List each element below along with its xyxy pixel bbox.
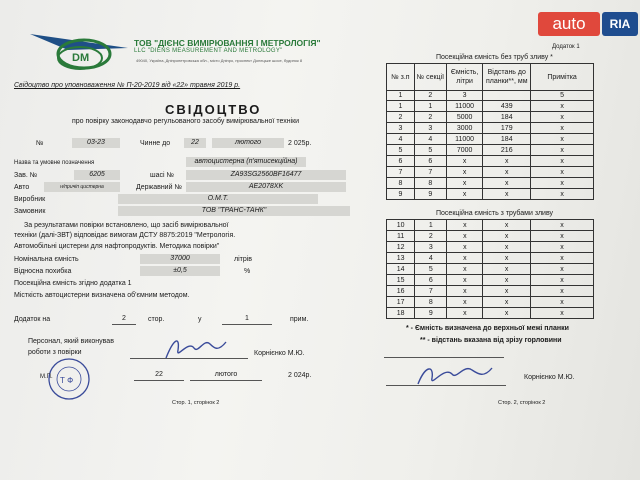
factory-number: 6205 [74, 170, 120, 180]
signature [160, 330, 230, 366]
company-name: ТОВ "ДІЄНС ВИМІРЮВАННЯ І МЕТРОЛОГІЯ" [134, 38, 321, 48]
performer-label-1: Персонал, який виконував [28, 338, 114, 345]
table-cell: 10 [387, 220, 415, 231]
table-cell: x [446, 189, 482, 200]
table2-title: Посекційна ємність з трубами зливу [436, 210, 554, 217]
results-line-3: Автомобільні цистерни для нафтопродуктів. Методика повірки" [14, 243, 220, 250]
table-cell: 17 [387, 297, 415, 308]
device-name: автоцистерна (п'ятисекційна) [186, 157, 306, 167]
footnote-1: * - Ємність визначена до верхньої межі планки [406, 325, 569, 332]
table-row [387, 178, 594, 189]
table-cell: 3 [387, 123, 415, 134]
manufacturer-label: Виробник [14, 196, 46, 203]
table-cell: x [531, 134, 594, 145]
table-row [387, 134, 594, 145]
addenda-pages-word: стор. [148, 316, 165, 323]
table-cell: 13 [387, 253, 415, 264]
header-section: № секції [414, 64, 446, 91]
header-distance: Відстань до планки**, мм [483, 64, 531, 91]
header-no: № з.п [387, 64, 415, 91]
table-cell: x [531, 123, 594, 134]
table-cell: x [530, 297, 593, 308]
addenda-copies: 1 [222, 314, 272, 325]
logo-lettering: DM [72, 52, 90, 64]
right-signer: Корнієнко М.Ю. [524, 374, 575, 381]
table-cell: x [483, 297, 531, 308]
table-row [387, 189, 594, 200]
table-row [387, 156, 594, 167]
table-cell: x [531, 145, 594, 156]
header-capacity: Ємність, літри [446, 64, 482, 91]
table-cell: 7 [414, 167, 446, 178]
table-cell: x [483, 242, 531, 253]
table-cell: 8 [387, 178, 415, 189]
table-row [387, 145, 594, 156]
nominal-label: Номінальна ємність [14, 256, 79, 263]
header-index-5: 5 [531, 91, 594, 101]
state-number-label: Державний № [136, 184, 182, 191]
table-row [387, 167, 594, 178]
addenda-copies-word: прим. [290, 316, 309, 323]
chassis-label: шасі № [150, 172, 175, 179]
table-row [387, 253, 594, 264]
error-value: ±0,5 [140, 266, 220, 276]
customer-label: Замовник [14, 208, 46, 215]
table-cell: 439 [483, 101, 531, 112]
table-cell: x [447, 286, 483, 297]
table-cell: 2 [414, 112, 446, 123]
table-cell: 12 [387, 242, 415, 253]
table-cell: 216 [483, 145, 531, 156]
capacity-table-2 [386, 219, 594, 319]
company-logo [28, 28, 132, 76]
table1-title: Посекційна ємність без труб зливу * [436, 54, 553, 61]
table-cell: x [531, 101, 594, 112]
watermark-brand: auto [538, 12, 600, 36]
table-row [387, 231, 594, 242]
results-line-2: техніки (далі-ЗВТ) відповідає вимогам ДСТУ 8875:2019 "Метрологія. [14, 232, 236, 239]
table-cell: 184 [483, 112, 531, 123]
table-cell: x [483, 178, 531, 189]
table-cell: x [483, 286, 531, 297]
number-label: № [36, 140, 44, 147]
page-left: Стор. 1, сторінок 2 [172, 400, 220, 406]
table-cell: x [447, 242, 483, 253]
table-cell: x [530, 231, 593, 242]
table-cell: x [447, 297, 483, 308]
table-row [387, 308, 594, 319]
table-cell: 179 [483, 123, 531, 134]
header-index-4 [483, 91, 531, 101]
stamp-label: М.П. [40, 374, 53, 380]
error-label: Відносна похибка [14, 268, 72, 275]
table-cell: 7000 [446, 145, 482, 156]
table-cell: 9 [415, 308, 447, 319]
table-cell: 3000 [446, 123, 482, 134]
authorization-ref: Свідоцтво про уповноваження № П-20-2019 від «22» травня 2019 р. [14, 82, 241, 89]
signature-right [414, 358, 494, 392]
table-row [387, 123, 594, 134]
issued-year: 2 024р. [288, 372, 312, 379]
certificate-number: 03-23 [72, 138, 120, 148]
table-cell: x [530, 253, 593, 264]
table-cell: x [530, 286, 593, 297]
table-cell: x [531, 167, 594, 178]
table-cell: x [483, 189, 531, 200]
table-cell: x [530, 308, 593, 319]
sections-note: Посекційна ємність згідно додатка 1 [14, 280, 132, 287]
table-cell: 4 [387, 134, 415, 145]
table-cell: 14 [387, 264, 415, 275]
issued-month: лютого [190, 370, 262, 381]
table-cell: x [530, 242, 593, 253]
table-cell: x [530, 220, 593, 231]
certificate-title: СВІДОЦТВО [165, 102, 262, 117]
table-cell: x [483, 264, 531, 275]
table-cell: 6 [387, 156, 415, 167]
table-cell: 184 [483, 134, 531, 145]
nominal-unit: літрів [234, 256, 253, 263]
table-cell: 6 [414, 156, 446, 167]
auto-type: н/причіп цистерна [44, 182, 120, 192]
table-cell: 11 [387, 231, 415, 242]
page-right: Стор. 2, сторінок 2 [498, 400, 546, 406]
state-number: AE2078XK [186, 182, 346, 192]
table-cell: 1 [387, 101, 415, 112]
table-cell: 4 [414, 134, 446, 145]
table-cell: x [483, 308, 531, 319]
table-cell: 15 [387, 275, 415, 286]
table-cell: 8 [414, 178, 446, 189]
table-cell: 5000 [446, 112, 482, 123]
valid-until-label: Чинне до [140, 140, 171, 147]
table-cell: x [530, 264, 593, 275]
footnote-2: ** - відстань вказана від зрізу горловини [420, 337, 562, 344]
addenda-copies-label: у [198, 316, 202, 323]
header-note: Примітка [531, 64, 594, 91]
table-row [387, 264, 594, 275]
table-cell: x [447, 253, 483, 264]
autoria-watermark [536, 10, 640, 40]
table-cell: 1 [414, 101, 446, 112]
table-cell: x [531, 156, 594, 167]
table-cell: 3 [414, 123, 446, 134]
performer-label-2: роботи з повірки [28, 349, 82, 356]
table-cell: x [483, 156, 531, 167]
name-label: Назва та умовне позначення [14, 160, 95, 166]
header-index-1: 1 [387, 91, 415, 101]
table-cell: 2 [387, 112, 415, 123]
company-address: 49040, Україна, Дніпропетровська обл., місто Дніпро, проспект Донецьке шосе, будинок 8 [136, 58, 303, 63]
certificate-subtitle: про повірку законодавчо регульованого засобу вимірювальної техніки [72, 118, 300, 125]
table-cell: 11000 [446, 101, 482, 112]
chassis-number: ZA93SG2560BF16477 [186, 170, 346, 180]
watermark-brand-2: RIA [602, 12, 638, 36]
table-cell: 5 [414, 145, 446, 156]
customer-value: ТОВ "ТРАНС-ТАНК" [118, 206, 350, 216]
nominal-value: 37000 [140, 254, 220, 264]
table-cell: 7 [415, 286, 447, 297]
table-cell: x [483, 220, 531, 231]
table-cell: x [483, 275, 531, 286]
table-cell: x [447, 308, 483, 319]
table-row [387, 275, 594, 286]
factory-label: Зав. № [14, 172, 38, 179]
table-row [387, 220, 594, 231]
header-index-2: 2 [414, 91, 446, 101]
table-cell: 8 [415, 297, 447, 308]
table-cell: x [447, 231, 483, 242]
table-cell: 1 [415, 220, 447, 231]
table-cell: 18 [387, 308, 415, 319]
table-row [387, 286, 594, 297]
table-row [387, 101, 594, 112]
table-cell: 3 [415, 242, 447, 253]
results-line-1: За результатами повірки встановлено, що засіб вимірювальної [24, 222, 229, 229]
table-cell: 9 [414, 189, 446, 200]
valid-day: 22 [184, 138, 206, 148]
table-cell: 7 [387, 167, 415, 178]
table-row [387, 112, 594, 123]
table-cell: 16 [387, 286, 415, 297]
addenda-label: Додаток на [14, 316, 51, 323]
table-cell: x [446, 167, 482, 178]
table-cell: 9 [387, 189, 415, 200]
valid-month: лютого [212, 138, 284, 148]
method-note: Місткість автоцистерни визначена об'ємним методом. [14, 292, 190, 299]
table-cell: x [531, 112, 594, 123]
table-cell: x [446, 156, 482, 167]
table-cell: 5 [415, 264, 447, 275]
table-cell: x [447, 275, 483, 286]
manufacturer-value: О.М.Т. [118, 194, 318, 204]
table-cell: 6 [415, 275, 447, 286]
table-row [387, 242, 594, 253]
table-row [387, 297, 594, 308]
capacity-table-1 [386, 63, 594, 200]
appendix-title: Додаток 1 [552, 44, 580, 50]
table-cell: x [531, 189, 594, 200]
table-cell: 4 [415, 253, 447, 264]
auto-label: Авто [14, 184, 30, 191]
issued-day: 22 [134, 370, 184, 381]
table-cell: x [483, 253, 531, 264]
table-cell: 11000 [446, 134, 482, 145]
table-cell: x [483, 231, 531, 242]
table-cell: x [446, 178, 482, 189]
table-cell: x [531, 178, 594, 189]
performer-name: Корнієнко М.Ю. [254, 350, 305, 357]
table-cell: x [530, 275, 593, 286]
svg-text:Т Ф: Т Ф [60, 376, 74, 385]
table-cell: 5 [387, 145, 415, 156]
addenda-pages: 2 [112, 314, 136, 325]
company-name-en: LLC "DIENS MEASUREMENT AND METROLOGY" [134, 48, 283, 54]
table-cell: x [447, 220, 483, 231]
table-cell: 2 [415, 231, 447, 242]
table-cell: x [483, 167, 531, 178]
table-cell: x [447, 264, 483, 275]
valid-year: 2 025р. [288, 140, 312, 147]
error-unit: % [244, 268, 251, 275]
header-index-3: 3 [446, 91, 482, 101]
